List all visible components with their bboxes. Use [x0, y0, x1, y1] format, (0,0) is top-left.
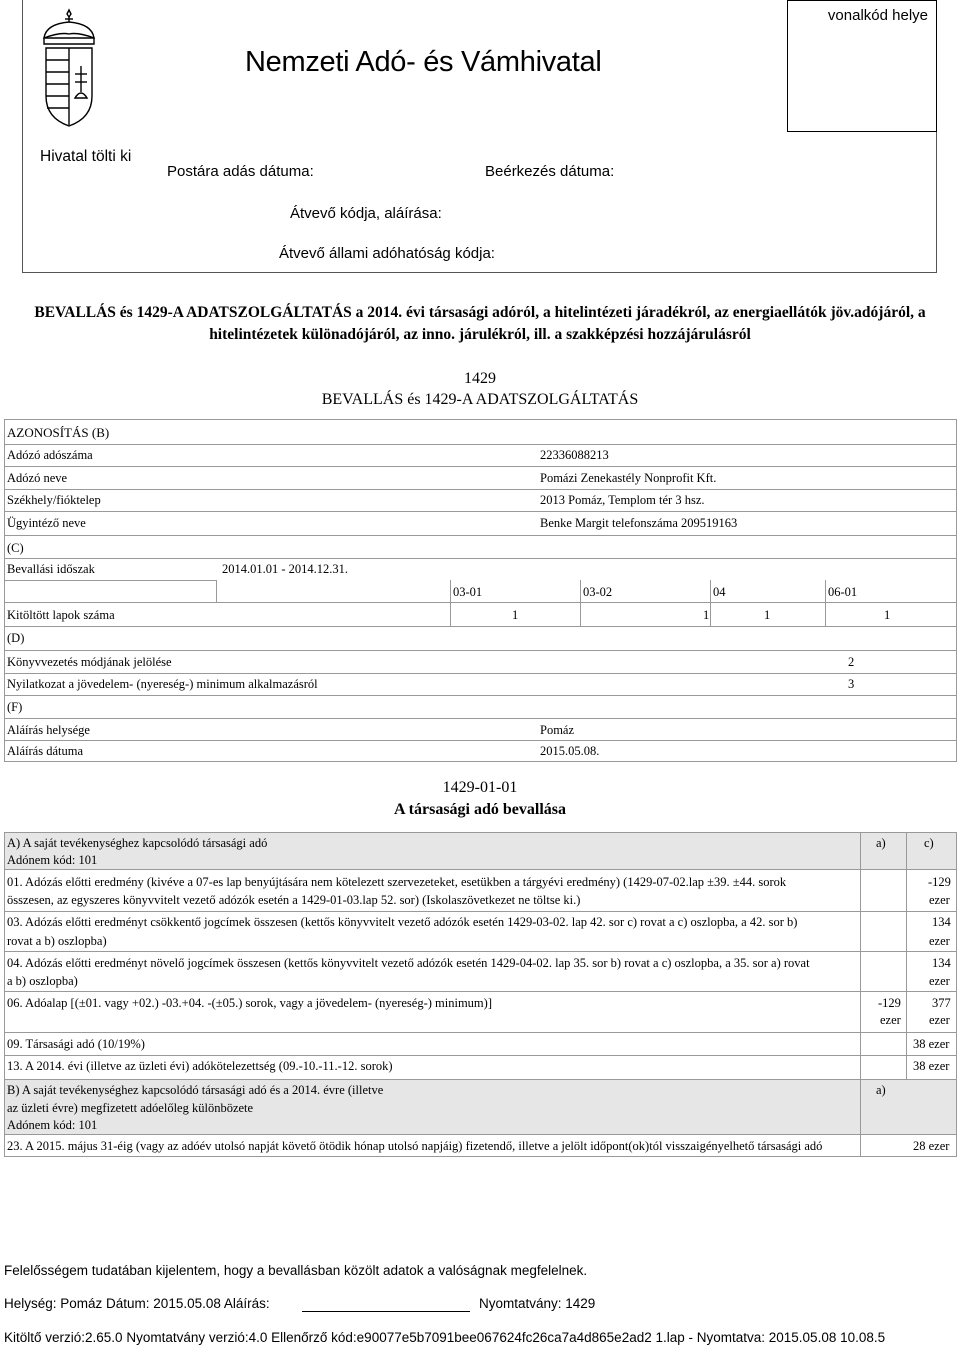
- row-06-value-c: 377: [932, 996, 951, 1010]
- signature-date-value: 2015.05.08.: [540, 744, 600, 758]
- authority-code-label: Átvevő állami adóhatóság kódja:: [279, 245, 495, 262]
- signature-date-label: Aláírás dátuma: [7, 744, 84, 758]
- barcode-area: [787, 0, 937, 132]
- row-04-text-cont: a b) oszlopba): [7, 974, 78, 988]
- row-04-unit-c: ezer: [929, 974, 950, 988]
- bookkeeping-label: Könyvvezetés módjának jelölése: [7, 655, 172, 669]
- tax-number-label: Adózó adószáma: [7, 448, 93, 462]
- part-b-tax-code: Adónem kód: 101: [7, 1118, 98, 1132]
- form-print-label: Nyomtatvány: 1429: [479, 1296, 596, 1311]
- row-03-text: 03. Adózás előtti eredményt csökkentő jogcímek összesen (kettős könyvvitelt vezető adózók esetén 1429-03-02. lap 42. sor c) rovat a c) oszlopba, a 42. sor b): [7, 915, 798, 929]
- office-use-label: Hivatal tölti ki: [40, 148, 132, 165]
- row-04-text: 04. Adózás előtti eredményt növelő jogcímek összesen (kettős könyvvitelt vezető adózók esetén 1429-04-02. lap 35. sor b) rovat a c) oszlopba, a 35. sor a) rovat: [7, 956, 810, 970]
- sheet-count-04: 1: [764, 608, 771, 622]
- row-06-value-a: -129: [878, 996, 901, 1010]
- administrator-label: Ügyintéző neve: [7, 516, 86, 530]
- row-01-unit-c: ezer: [929, 893, 950, 907]
- row-03-text-cont: rovat a b) oszlopba): [7, 934, 107, 948]
- document-title-line2: hitelintézetek különadójáról, az inno. járulékról, ill. a szakképzési hozzájárulásról: [209, 326, 751, 343]
- row-06-unit-a: ezer: [880, 1013, 901, 1027]
- part-a-heading: A) A saját tevékenységhez kapcsolódó társasági adó: [7, 836, 268, 850]
- part-a-col-a: a): [876, 836, 886, 850]
- period-value: 2014.01.01 - 2014.12.31.: [222, 562, 349, 576]
- declaration-text: Felelősségem tudatában kijelentem, hogy a bevallásban közölt adatok a valóságnak megfelelnek.: [4, 1263, 588, 1278]
- period-label: Bevallási időszak: [7, 562, 95, 576]
- row-01-value-c: -129: [928, 875, 951, 889]
- row-09-value-c: 38 ezer: [913, 1037, 950, 1051]
- section-b-heading: AZONOSÍTÁS (B): [7, 425, 110, 440]
- page-title: A társasági adó bevallása: [393, 801, 566, 818]
- row-06-text: 06. Adóalap [(±01. vagy +02.) -03.+04. -(±05.) sorok, vagy a jövedelem- (nyereség-) minimum)]: [7, 996, 492, 1010]
- tax-number-value: 22336088213: [540, 448, 609, 462]
- place-date-signature: Helység: Pomáz Dátum: 2015.05.08 Aláírás:: [4, 1296, 270, 1311]
- sheet-count-03-01: 1: [512, 608, 519, 622]
- row-01-text-cont: összesen, az egyszeres könyvvitelt vezető adózók esetén a 1429-01-03.lap 52. sor) (Iskolaszövetkezet ne töltse ki.): [7, 893, 581, 907]
- sheet-header-06-01: 06-01: [828, 585, 858, 599]
- mailing-date-label: Postára adás dátuma:: [167, 163, 314, 180]
- document-title-line1: BEVALLÁS és 1429-A ADATSZOLGÁLTATÁS a 2014. évi társasági adóról, a hitelintézeti járadékról, az energiaellátók jöv.adójáról, a: [34, 304, 926, 321]
- receipt-date-label: Beérkezés dátuma:: [485, 163, 615, 180]
- form-number: 1429: [464, 370, 496, 387]
- part-a-tax-code: Adónem kód: 101: [7, 853, 98, 867]
- row-04-value-c: 134: [932, 956, 951, 970]
- sheet-count-03-02: 1: [703, 608, 710, 622]
- barcode-label: vonalkód helye: [827, 7, 928, 24]
- administrator-value: Benke Margit telefonszáma 209519163: [540, 516, 738, 530]
- section-f-box: [4, 695, 957, 762]
- section-c-heading: (C): [7, 541, 24, 555]
- page-code: 1429-01-01: [442, 779, 518, 796]
- row-06-unit-c: ezer: [929, 1013, 950, 1027]
- part-b-col-a: a): [876, 1083, 886, 1097]
- row-23-text: 23. A 2015. május 31-éig (vagy az adóév utolsó napját követő ötödik hónap utolsó napjáig) fizetendő, illetve a jelölt időpont(ok)tól visszaigényelhető társasági adó: [7, 1139, 823, 1153]
- sheet-header-04: 04: [713, 585, 726, 599]
- seat-value: 2013 Pomáz, Templom tér 3 hsz.: [540, 493, 705, 507]
- office-name: Nemzeti Adó- és Vámhivatal: [245, 46, 602, 78]
- signature-place-label: Aláírás helysége: [7, 723, 90, 737]
- minimum-statement-label: Nyilatkozat a jövedelem- (nyereség-) minimum alkalmazásról: [7, 677, 318, 691]
- receiver-code-label: Átvevő kódja, aláírása:: [290, 205, 442, 222]
- taxpayer-name-value: Pomázi Zenekastély Nonprofit Kft.: [540, 471, 717, 485]
- signature-place-value: Pomáz: [540, 723, 575, 737]
- signature-line: [302, 1311, 470, 1312]
- row-03-value-c: 134: [932, 915, 951, 929]
- document-title: [0, 302, 960, 346]
- form-subtitle: BEVALLÁS és 1429-A ADATSZOLGÁLTATÁS: [321, 391, 639, 408]
- bookkeeping-value: 2: [848, 655, 855, 669]
- sheets-count-label: Kitöltött lapok száma: [7, 608, 115, 622]
- part-b-heading-line2: az üzleti évre) megfizetett adóelőleg különbözete: [7, 1101, 254, 1115]
- version-line: Kitöltő verzió:2.65.0 Nyomtatvány verzió:4.0 Ellenőrző kód:e90077e5b7091bee067624fc26ca7a4d865e2ad2 1.lap - Nyomtatva: 2015.05.08 10.08.5: [4, 1330, 886, 1345]
- row-01-text: 01. Adózás előtti eredmény (kivéve a 07-es lap benyújtására nem kötelezett szervezeteket, esetükben a tárgyévi eredmény) (1429-07-02.lap ±39. ±44. sorok: [7, 875, 787, 889]
- part-a-col-c: c): [924, 836, 934, 850]
- minimum-statement-value: 3: [848, 677, 855, 691]
- row-09-text: 09. Társasági adó (10/19%): [7, 1037, 145, 1051]
- part-b-heading-line1: B) A saját tevékenységhez kapcsolódó társasági adó és a 2014. évre (illetve: [7, 1083, 384, 1097]
- taxpayer-name-label: Adózó neve: [7, 471, 68, 485]
- row-03-unit-c: ezer: [929, 934, 950, 948]
- section-d-heading: (D): [7, 631, 25, 645]
- coat-of-arms-icon: [38, 8, 100, 128]
- section-f-heading: (F): [7, 700, 23, 714]
- row-13-text: 13. A 2014. évi (illetve az üzleti évi) adókötelezettség (09.-10.-11.-12. sorok): [7, 1059, 393, 1073]
- sheet-header-03-02: 03-02: [583, 585, 613, 599]
- sheet-header-03-01: 03-01: [453, 585, 483, 599]
- row-13-value-c: 38 ezer: [913, 1059, 950, 1073]
- seat-label: Székhely/fióktelep: [7, 493, 101, 507]
- sheet-count-06-01: 1: [884, 608, 891, 622]
- row-23-value-a: 28 ezer: [913, 1139, 950, 1153]
